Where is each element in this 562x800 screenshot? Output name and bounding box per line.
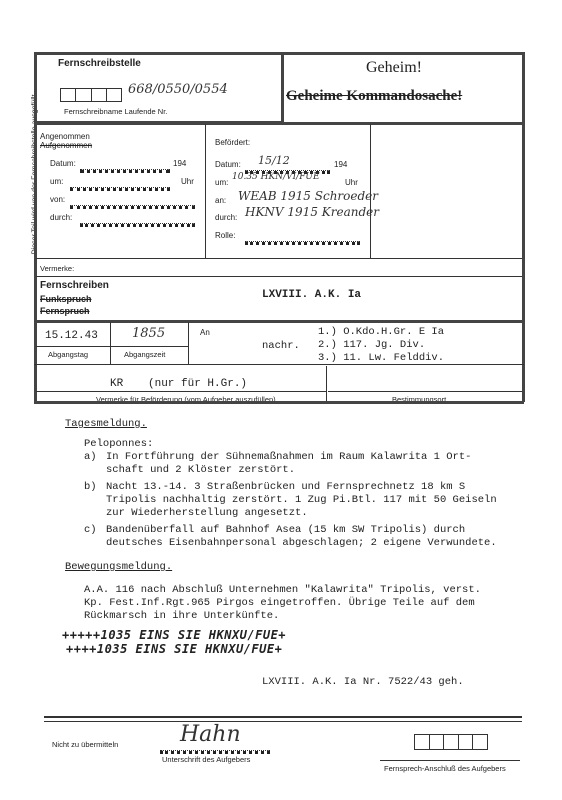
sender: LXVIII. A.K. Ia	[262, 289, 362, 301]
movement-line-1: A.A. 116 nach Abschluß Unternehmen "Kalawrita" Tripolis, verst.	[84, 584, 481, 596]
remarks-top-line	[36, 258, 522, 259]
forwarded-by-label: durch:	[215, 213, 238, 222]
dispatch-divider-2	[188, 322, 189, 364]
signature: Hahn	[180, 722, 241, 747]
dispatch-divider-1	[110, 322, 111, 364]
signature-caption: Unterschrift des Aufgebers	[162, 755, 251, 764]
forwarded-title: Befördert:	[215, 138, 251, 147]
item-b-line-1: Nacht 13.-14. 3 Straßenbrücken und Fernsprechnetz 18 km S	[106, 481, 466, 493]
phone-line	[380, 760, 520, 761]
priority-divider	[326, 366, 327, 402]
phone-number-boxes	[414, 734, 488, 750]
item-a-letter: a)	[84, 451, 97, 463]
priority-caption: Vermerke für Beförderung (vom Aufgeber auszufüllen)	[96, 395, 276, 404]
destination-caption: Bestimmungsort	[392, 395, 447, 404]
reference-number: LXVIII. A.K. Ia Nr. 7522/43 geh.	[262, 676, 464, 688]
received-date-line	[80, 169, 170, 173]
forwarded-date-value: 15/12	[258, 154, 290, 167]
received-time-line	[70, 187, 170, 191]
frame-bottom-line	[34, 401, 524, 404]
dispatch-an-label: An	[200, 328, 210, 337]
heading-movement-report: Bewegungsmeldung.	[65, 561, 173, 573]
dispatch-nachr-label: nachr.	[262, 340, 300, 352]
received-hour-label: Uhr	[181, 177, 194, 186]
not-to-transmit: Nicht zu übermitteln	[52, 740, 119, 749]
forwarded-hour-label: Uhr	[345, 178, 358, 187]
dispatch-day-value: 15.12.43	[45, 330, 98, 342]
dispatch-time-caption: Abgangszeit	[124, 350, 166, 359]
item-a-line-2: schaft und 2 Klöster zerstört.	[106, 464, 296, 476]
divider-received	[205, 124, 206, 258]
side-note: Dieser Teil wird von der Fernschreibstelle ausgefüllt	[31, 94, 39, 255]
received-by-line	[80, 223, 195, 227]
priority-caption-line	[36, 391, 326, 392]
received-from-label: von:	[50, 195, 66, 204]
received-title-1: Angenommen	[40, 132, 90, 141]
priority-note: (nur für H.Gr.)	[148, 378, 248, 390]
teletype-line-1: +++++1035 EINS SIE HKNXU/FUE+	[62, 628, 287, 642]
item-b-line-3: zur Wiederherstellung angesetzt.	[106, 507, 308, 519]
dispatch-day-caption: Abgangstag	[48, 350, 89, 359]
mid-top-line	[34, 122, 524, 125]
forwarded-time-value: 10.35 HKN/VI/FUE	[232, 172, 320, 182]
destination-line	[328, 391, 522, 392]
remarks-label: Vermerke:	[40, 264, 75, 273]
item-c-letter: c)	[84, 524, 97, 536]
footer-line-1	[44, 716, 522, 718]
teletype-numbers: 668/0550/0554	[128, 82, 228, 97]
item-c-line-1: Bandenüberfall auf Bahnhof Asea (15 km SW Tripolis) durch	[106, 524, 466, 536]
teletype-number-boxes	[60, 88, 122, 102]
dispatch-bottom-line	[34, 364, 524, 365]
classification-top: Geheim!	[366, 59, 422, 76]
remarks-bottom-line	[36, 276, 522, 277]
item-b-line-2: Tripolis nachhaltig zerstört. 1 Zug Pi.Btl. 117 mit 50 Geiseln	[106, 494, 497, 506]
dispatch-time-value: 1855	[132, 326, 166, 341]
recipient-3: 3.) 11. Lw. Felddiv.	[318, 352, 445, 364]
received-title-2: Aufgenommen	[40, 141, 93, 150]
teletype-number-caption: Fernschreibname Laufende Nr.	[64, 107, 168, 116]
footer-line-2	[44, 721, 522, 722]
message-type-3: Fernspruch	[40, 306, 90, 316]
region-label: Peloponnes:	[84, 438, 154, 450]
forwarded-to-label: an:	[215, 196, 227, 205]
forwarded-role-label: Rolle:	[215, 231, 236, 240]
forwarded-to-value: WEAB 1915 Schroeder	[238, 189, 378, 203]
forwarded-year-label: 194	[334, 160, 348, 169]
heading-daily-report: Tagesmeldung.	[65, 418, 147, 430]
forwarded-time-label: um:	[215, 178, 229, 187]
forwarded-role-line	[245, 241, 360, 245]
station-title: Fernschreibstelle	[58, 58, 141, 69]
received-by-label: durch:	[50, 213, 73, 222]
item-c-line-2: deutsches Eisenbahnpersonal abgeschlagen; 2 eigene Verwundete.	[106, 537, 497, 549]
message-type-1: Fernschreiben	[40, 280, 109, 291]
movement-line-2: Kp. Fest.Inf.Rgt.965 Pirgos eingetroffen. Übrige Teile auf dem	[84, 597, 475, 609]
right-frame-line	[522, 52, 525, 402]
signature-line	[160, 750, 270, 754]
message-type-2: Funkspruch	[40, 294, 92, 304]
priority-value: KR	[110, 378, 124, 390]
item-b-letter: b)	[84, 481, 97, 493]
movement-line-3: Rückmarsch in ihre Unterkünfte.	[84, 610, 280, 622]
recipient-2: 2.) 117. Jg. Div.	[318, 339, 426, 351]
received-date-label: Datum:	[50, 159, 76, 168]
received-year-label: 194	[173, 159, 187, 168]
teletype-line-2: ++++1035 EINS SIE HKNXU/FUE+	[66, 642, 283, 656]
recipient-1: 1.) O.Kdo.H.Gr. E Ia	[318, 326, 445, 338]
left-frame-line	[34, 52, 37, 402]
message-type-bottom-line	[34, 320, 524, 323]
forwarded-by-value: HKNV 1915 Kreander	[245, 205, 379, 219]
phone-caption: Fernsprech-Anschluß des Aufgebers	[384, 764, 506, 773]
received-time-label: um:	[50, 177, 64, 186]
dispatch-caption-line	[36, 346, 188, 347]
received-from-line	[70, 205, 195, 209]
classification-struck: Geheime Kommandosache!	[286, 88, 463, 104]
item-a-line-1: In Fortführung der Sühnemaßnahmen im Raum Kalawrita 1 Ort-	[106, 451, 472, 463]
forwarded-date-label: Datum:	[215, 160, 241, 169]
header-right-line	[284, 52, 524, 55]
